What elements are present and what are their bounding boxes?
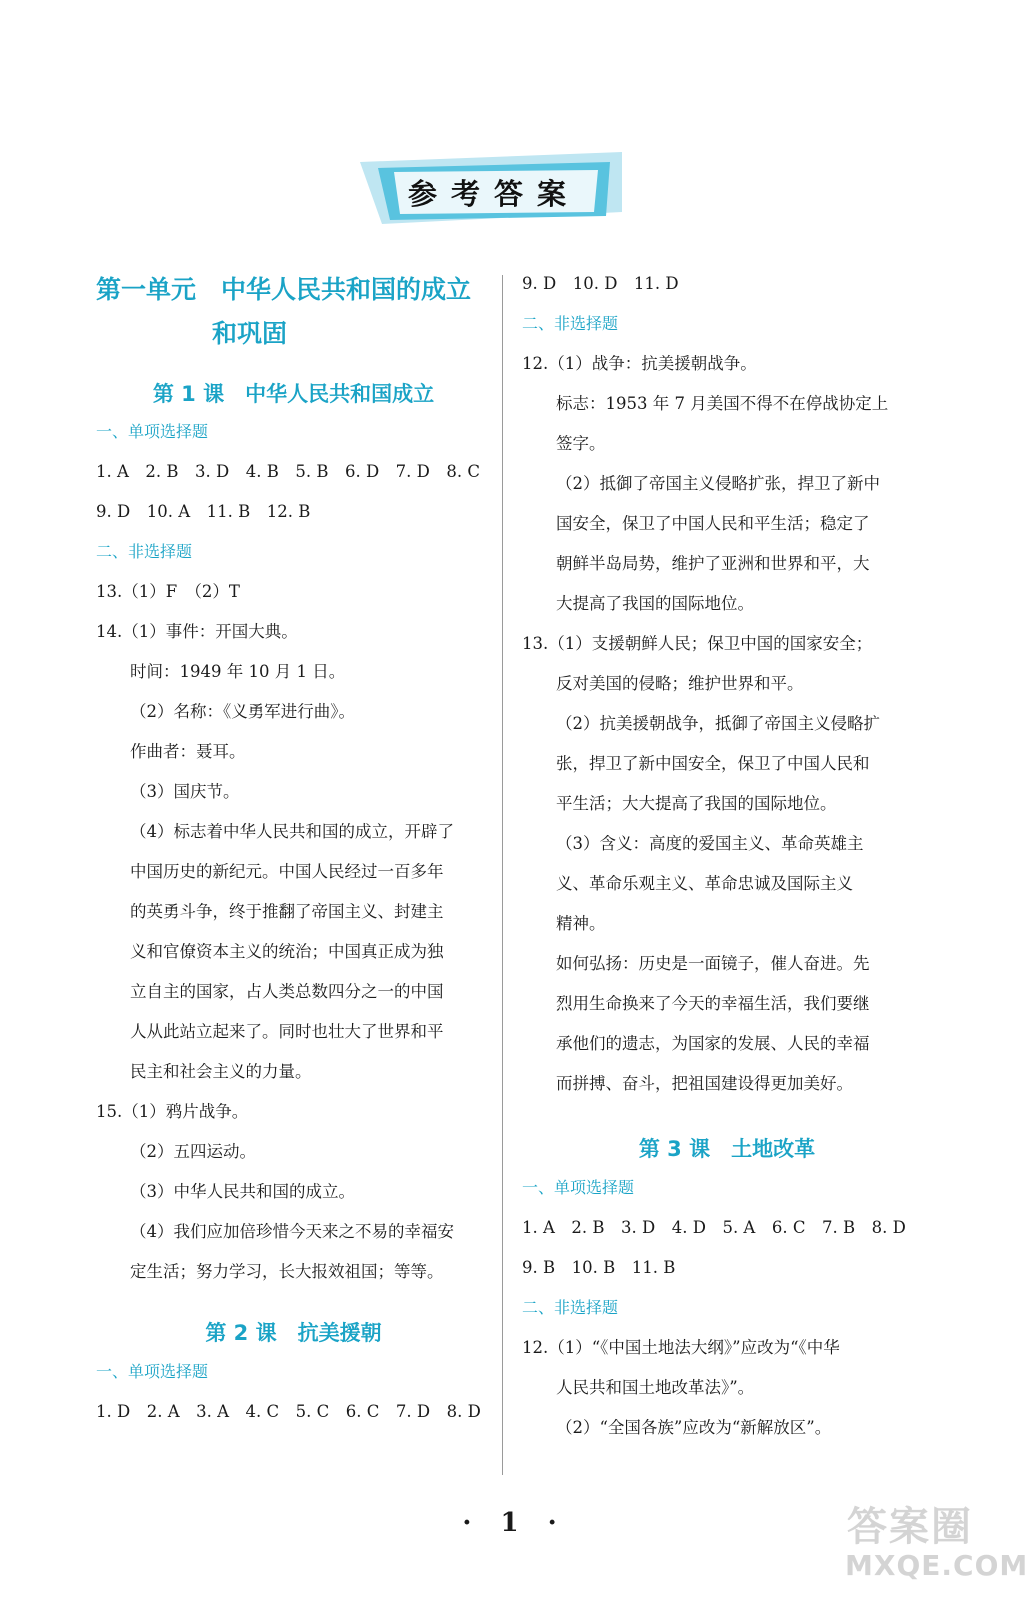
answer-line: 9. B 10. B 11. B <box>522 1258 676 1277</box>
section-heading: 二、非选择题 <box>96 542 193 561</box>
answer-line: 9. D 10. D 11. D <box>522 274 679 293</box>
unit-title <box>96 268 491 356</box>
section-heading: 二、非选择题 <box>522 1298 619 1317</box>
answer-line: 国安全，保卫了中国人民和平生活；稳定了 <box>556 514 870 533</box>
answer-line: 中国历史的新纪元。中国人民经过一百多年 <box>130 862 444 881</box>
answer-line: 人从此站立起来了。同时也壮大了世界和平 <box>130 1022 444 1041</box>
answer-line: 大提高了我国的国际地位。 <box>556 594 754 613</box>
answer-line: 作曲者：聂耳。 <box>130 742 246 761</box>
answer-line: 立自主的国家，占人类总数四分之一的中国 <box>130 982 444 1001</box>
answer-line: 15.（1）鸦片战争。 <box>96 1102 249 1121</box>
answer-line: （4）标志着中华人民共和国的成立，开辟了 <box>130 822 454 841</box>
answer-line: 13.（1）F （2）T <box>96 582 240 601</box>
answer-line: （2）五四运动。 <box>130 1142 256 1161</box>
unit-title-line1: 第一单元 中华人民共和国的成立 <box>96 275 472 304</box>
answer-line: 13.（1）支援朝鲜人民；保卫中国的国家安全； <box>522 634 873 653</box>
answer-line: 义和官僚资本主义的统治；中国真正成为独 <box>130 942 444 961</box>
answer-line: 1. A 2. B 3. D 4. D 5. A 6. C 7. B 8. D <box>522 1218 906 1237</box>
answer-line: 14.（1）事件：开国大典。 <box>96 622 298 641</box>
watermark-line2: MXQE.COM <box>845 1549 1029 1582</box>
watermark-line1: 答案圈 <box>847 1504 973 1550</box>
answer-line: 签字。 <box>556 434 606 453</box>
page-number: · 1 · <box>462 1508 567 1538</box>
watermark-logo <box>845 1495 1029 1595</box>
answer-line: 人民共和国土地改革法》”。 <box>556 1378 755 1397</box>
section-heading: 一、单项选择题 <box>96 422 209 441</box>
lesson-2-title: 第 2 课 抗美援朝 <box>205 1321 382 1345</box>
answer-line: 12.（1）“《中国土地法大纲》”应改为“《中华 <box>522 1338 840 1357</box>
answer-line: 烈用生命换来了今天的幸福生活，我们要继 <box>556 994 870 1013</box>
answer-line: （2）名称：《义勇军进行曲》。 <box>130 702 355 721</box>
answer-line: （2）抗美援朝战争，抵御了帝国主义侵略扩 <box>556 714 880 733</box>
answer-line: （2）“全国各族”应改为“新解放区”。 <box>556 1418 832 1437</box>
page-title: 参考答案 <box>407 176 580 211</box>
unit-title-line2: 和巩固 <box>212 319 288 348</box>
answer-line: 平生活；大大提高了我国的国际地位。 <box>556 794 837 813</box>
answer-line: 义、革命乐观主义、革命忠诚及国际主义 <box>556 874 853 893</box>
section-heading: 一、单项选择题 <box>96 1362 209 1381</box>
answer-line: 民主和社会主义的力量。 <box>130 1062 312 1081</box>
answer-line: 时间：1949 年 10 月 1 日。 <box>130 662 346 681</box>
answer-line: 承他们的遗志，为国家的发展、人民的幸福 <box>556 1034 870 1053</box>
answer-line: 1. A 2. B 3. D 4. B 5. B 6. D 7. D 8. C <box>96 462 481 481</box>
answer-line: 精神。 <box>556 914 606 933</box>
answer-line: 1. D 2. A 3. A 4. C 5. C 6. C 7. D 8. D <box>96 1402 481 1421</box>
answer-line: （3）中华人民共和国的成立。 <box>130 1182 355 1201</box>
section-heading: 一、单项选择题 <box>522 1178 635 1197</box>
section-heading: 二、非选择题 <box>522 314 619 333</box>
answer-line: （2）抵御了帝国主义侵略扩张，捍卫了新中 <box>556 474 880 493</box>
column-divider <box>502 275 503 1475</box>
answer-line: 12.（1）战争：抗美援朝战争。 <box>522 354 757 373</box>
answer-line: 张，捍卫了新中国安全，保卫了中国人民和 <box>556 754 870 773</box>
answer-line: （3）国庆节。 <box>130 782 240 801</box>
left-column <box>96 268 491 1432</box>
right-column <box>522 268 932 1448</box>
lesson-3-title: 第 3 课 土地改革 <box>638 1137 816 1161</box>
answer-line: 朝鲜半岛局势，维护了亚洲和世界和平，大 <box>556 554 870 573</box>
answer-line: 反对美国的侵略；维护世界和平。 <box>556 674 804 693</box>
answer-line: 9. D 10. A 11. B 12. B <box>96 502 311 521</box>
answer-line: 而拼搏、奋斗，把祖国建设得更加美好。 <box>556 1074 853 1093</box>
lesson-1-title: 第 1 课 中华人民共和国成立 <box>152 382 435 406</box>
answer-line: 如何弘扬：历史是一面镜子，催人奋进。先 <box>556 954 870 973</box>
answer-line: （3）含义：高度的爱国主义、革命英雄主 <box>556 834 864 853</box>
answer-line: 的英勇斗争，终于推翻了帝国主义、封建主 <box>130 902 444 921</box>
answer-line: （4）我们应加倍珍惜今天来之不易的幸福安 <box>130 1222 454 1241</box>
answer-line: 标志：1953 年 7 月美国不得不在停战协定上 <box>556 394 889 413</box>
answer-line: 定生活；努力学习，长大报效祖国；等等。 <box>130 1262 444 1281</box>
